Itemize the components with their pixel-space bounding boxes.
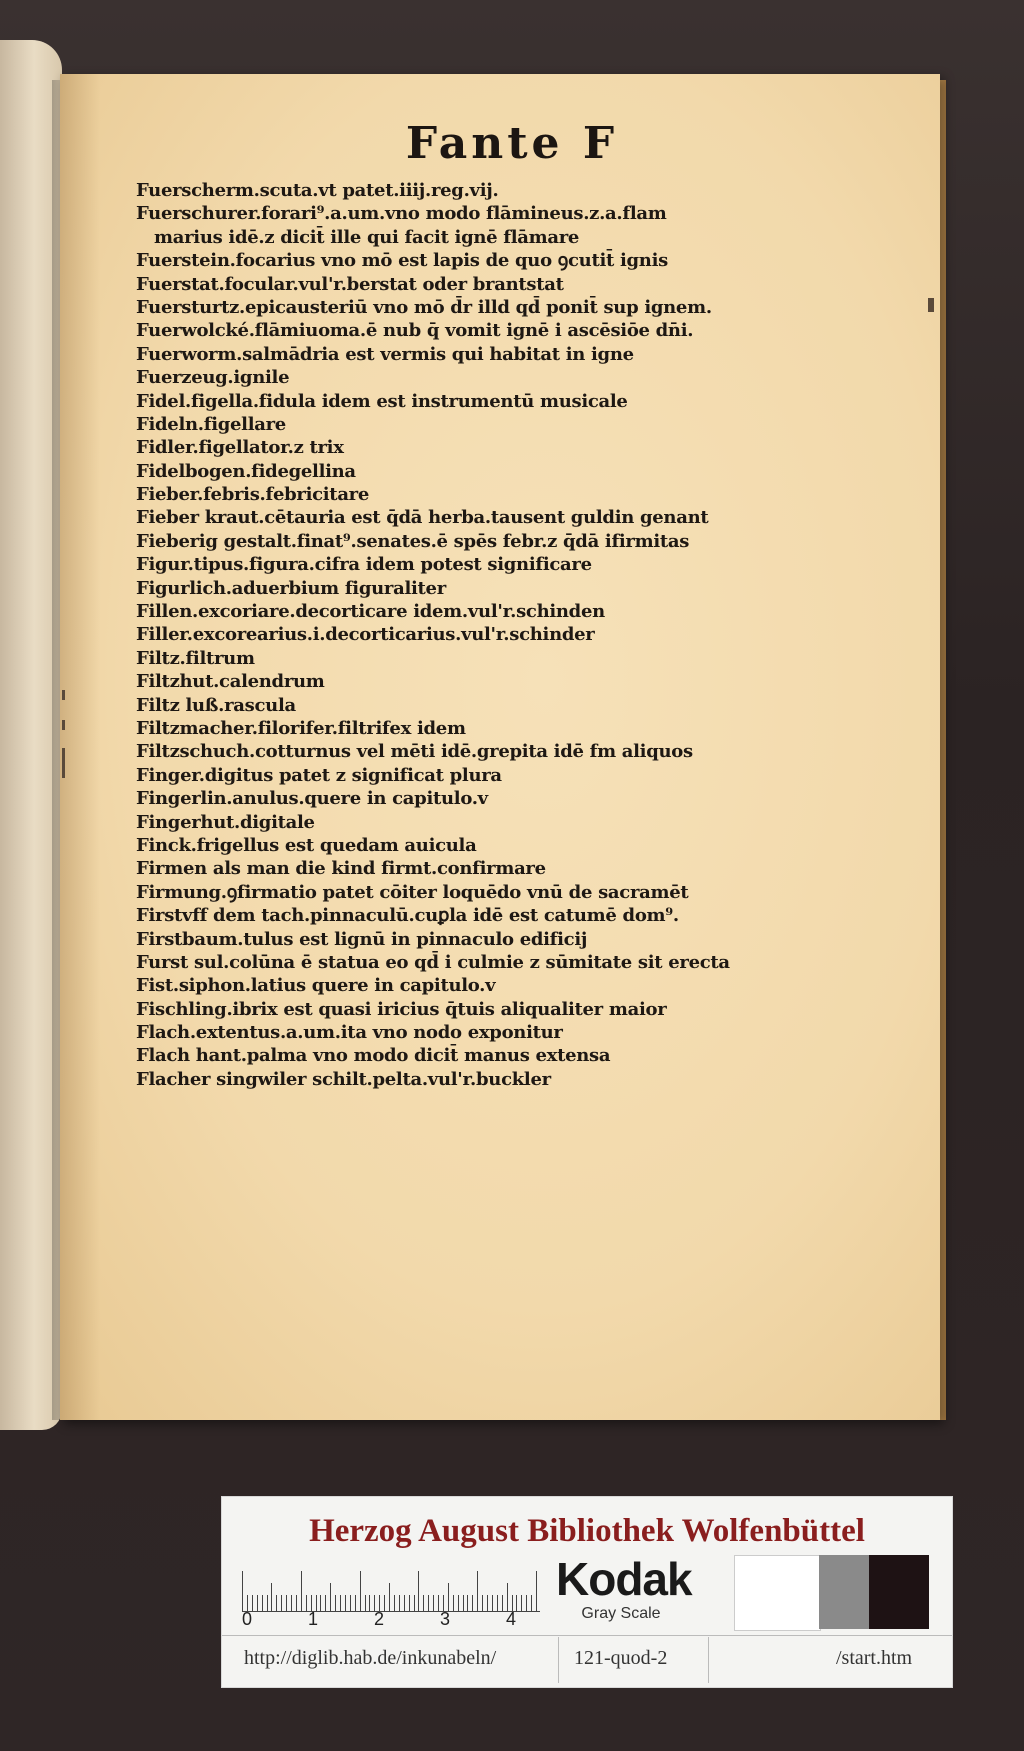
glossary-entry: Fuerworm.salmādria est vermis qui habitat in igne — [136, 343, 634, 365]
ruler-tick — [516, 1595, 517, 1611]
glossary-entry: Fuerwolcké.flāmiuoma.ē nub q̄ vomit ignē i ascēsiōe dn̄i. — [136, 320, 694, 342]
ruler-tick — [497, 1595, 498, 1611]
ruler-tick — [482, 1595, 483, 1611]
library-title: Herzog August Bibliothek Wolfenbüttel — [309, 1513, 865, 1549]
glossary-entry: Firmen als man die kind firmt.confirmare — [136, 858, 546, 880]
glossary-entry: Fidler.figellator.z trix — [136, 437, 344, 459]
ruler-number: 0 — [242, 1609, 253, 1629]
glossary-entry: Filtz.filtrum — [136, 647, 255, 669]
ruler-tick — [399, 1595, 400, 1611]
ruler-tick — [409, 1595, 410, 1611]
margin-mark — [62, 720, 65, 730]
glossary-entry: Fieber.febris.febricitare — [136, 484, 370, 506]
ruler-tick — [418, 1571, 419, 1611]
ruler-tick — [271, 1583, 272, 1611]
glossary-entry: Flach.extentus.a.um.ita vno nodo exponitur — [136, 1022, 563, 1044]
glossary-entry: Filtzhut.calendrum — [136, 671, 325, 693]
glossary-entry: Fuerstein.focarius vno mō est lapis de quo ꝯcutit̄ ignis — [136, 250, 668, 272]
ruler-tick — [276, 1595, 277, 1611]
page-heading: Fante F — [405, 118, 619, 169]
ruler-tick — [257, 1595, 258, 1611]
glossary-entry: Figurlich.aduerbium figuraliter — [136, 577, 446, 599]
glossary-entry: Filtzmacher.filorifer.filtrifex idem — [136, 717, 466, 739]
gray-scale-label: Gray Scale — [581, 1605, 661, 1622]
glossary-entries — [136, 179, 836, 1091]
glossary-entry: Filler.excorearius.i.decorticarius.vul'r.schinder — [136, 624, 595, 646]
glossary-entry: Firmung.ꝯfirmatio patet cōiter loquēdo vnū de sacramēt — [136, 881, 689, 903]
glossary-entry: Furst sul.colūna ē statua eo qd̄ i culmie z sūmitate sit erecta — [136, 951, 730, 973]
ruler-number: 2 — [374, 1609, 385, 1629]
glossary-entry: Fuersturtz.epicausteriū vno mō d̄r illd qd̄ ponit̄ sup ignem. — [136, 296, 712, 318]
page-gutter-shadow — [60, 74, 100, 1420]
glossary-entry: marius idē.z dicit̄ ille qui facit ignē flāmare — [154, 226, 580, 248]
ruler-tick — [296, 1595, 297, 1611]
glossary-entry: Fillen.excoriare.decorticare idem.vul'r.schinden — [136, 601, 605, 623]
black-swatch — [869, 1555, 929, 1629]
ruler-tick — [467, 1595, 468, 1611]
ruler-number: 3 — [440, 1609, 451, 1629]
ruler-tick — [369, 1595, 370, 1611]
glossary-entry: Fuerstat.focular.vul'r.berstat oder brantstat — [136, 273, 564, 295]
ruler-number: 4 — [506, 1609, 517, 1629]
ruler-tick — [458, 1595, 459, 1611]
ruler-tick — [242, 1571, 243, 1611]
ruler-tick — [360, 1571, 361, 1611]
white-swatch — [734, 1555, 821, 1631]
glossary-entry: Fideln.figellare — [136, 413, 286, 435]
ruler-tick — [423, 1595, 424, 1611]
ruler-tick — [433, 1595, 434, 1611]
ruler-tick — [507, 1583, 508, 1611]
glossary-entry: Fuerscherm.scuta.vt patet.iiij.reg.vij. — [136, 180, 499, 201]
ruler-tick — [531, 1595, 532, 1611]
ruler-tick — [438, 1595, 439, 1611]
ruler-tick — [365, 1595, 366, 1611]
glossary-entry: Fischling.ibrix est quasi iricius q̄tuis aliqualiter maior — [136, 998, 667, 1020]
glossary-entry: Figur.tipus.figura.cifra idem potest significare — [136, 554, 592, 576]
ruler-tick — [384, 1595, 385, 1611]
ruler-tick — [355, 1595, 356, 1611]
glossary-entry: Fidel.figella.fidula idem est instrumentū musicale — [136, 390, 628, 412]
kodak-logo: Kodak — [556, 1553, 692, 1605]
ruler-tick — [306, 1595, 307, 1611]
ruler-tick — [536, 1571, 537, 1611]
ruler-tick — [394, 1595, 395, 1611]
glossary-entry: Fist.siphon.latius quere in capitulo.v — [136, 975, 496, 997]
margin-mark — [62, 690, 65, 700]
glossary-entry: Firstvff dem tach.pinnaculū.cuꝑla idē est catumē dom⁹. — [136, 905, 679, 927]
url-end: /start.htm — [836, 1647, 913, 1669]
ruler — [242, 1559, 540, 1612]
glossary-entry: Fieberig gestalt.finat⁹.senates.ē spēs febr.z q̄dā ifirmitas — [136, 530, 690, 552]
ruler-tick — [350, 1595, 351, 1611]
glossary-entry: Flach hant.palma vno modo dicit̄ manus extensa — [136, 1045, 611, 1067]
ruler-tick — [502, 1595, 503, 1611]
glossary-entry: Filtzschuch.cotturnus vel mēti idē.grepita idē fm aliquos — [136, 741, 693, 763]
url-separator — [558, 1637, 559, 1683]
ruler-tick — [267, 1595, 268, 1611]
ruler-tick — [404, 1595, 405, 1611]
glossary-entry: Fieber kraut.cētauria est q̄dā herba.tausent guldin genant — [136, 507, 709, 529]
glossary-entry: Firstbaum.tulus est lignū in pinnaculo edificij — [136, 928, 588, 950]
color-checker-card — [221, 1496, 953, 1688]
card-divider — [222, 1635, 952, 1636]
ruler-tick — [463, 1595, 464, 1611]
glossary-entry: Fuerschurer.forari⁹.a.um.vno modo flāmineus.z.a.flam — [136, 203, 667, 225]
glossary-entry: Fuerzeug.ignile — [136, 367, 290, 389]
ruler-tick — [345, 1595, 346, 1611]
glossary-entry: Fingerlin.anulus.quere in capitulo.v — [136, 788, 488, 810]
url-separator — [708, 1637, 709, 1683]
ruler-tick — [428, 1595, 429, 1611]
ruler-tick — [262, 1595, 263, 1611]
url-base: http://diglib.hab.de/inkunabeln/ — [244, 1647, 497, 1669]
glossary-entry: Filtz luß.rascula — [136, 694, 296, 716]
ruler-tick — [330, 1583, 331, 1611]
ruler-tick — [301, 1571, 302, 1611]
ruler-tick — [414, 1595, 415, 1611]
glossary-entry: Finger.digitus patet z significat plura — [136, 764, 502, 786]
ruler-tick — [487, 1595, 488, 1611]
ruler-number: 1 — [308, 1609, 319, 1629]
glossary-entry: Fingerhut.digitale — [136, 811, 315, 833]
margin-mark — [928, 298, 934, 312]
ruler-tick — [448, 1583, 449, 1611]
ruler-tick — [472, 1595, 473, 1611]
ruler-tick — [521, 1595, 522, 1611]
ruler-tick — [325, 1595, 326, 1611]
ruler-tick — [281, 1595, 282, 1611]
ruler-tick — [477, 1571, 478, 1611]
glossary-entry: Flacher singwiler schilt.pelta.vul'r.buckler — [136, 1068, 551, 1090]
glossary-entry: Finck.frigellus est quedam auicula — [136, 834, 477, 856]
ruler-tick — [492, 1595, 493, 1611]
ruler-tick — [335, 1595, 336, 1611]
ruler-tick — [291, 1595, 292, 1611]
ruler-tick — [286, 1595, 287, 1611]
ruler-tick — [526, 1595, 527, 1611]
margin-mark — [62, 748, 65, 778]
glossary-entry: Fidelbogen.fidegellina — [136, 460, 356, 482]
ruler-tick — [340, 1595, 341, 1611]
ruler-tick — [320, 1595, 321, 1611]
ruler-tick — [453, 1595, 454, 1611]
ruler-tick — [389, 1583, 390, 1611]
url-id: 121-quod-2 — [574, 1647, 668, 1669]
